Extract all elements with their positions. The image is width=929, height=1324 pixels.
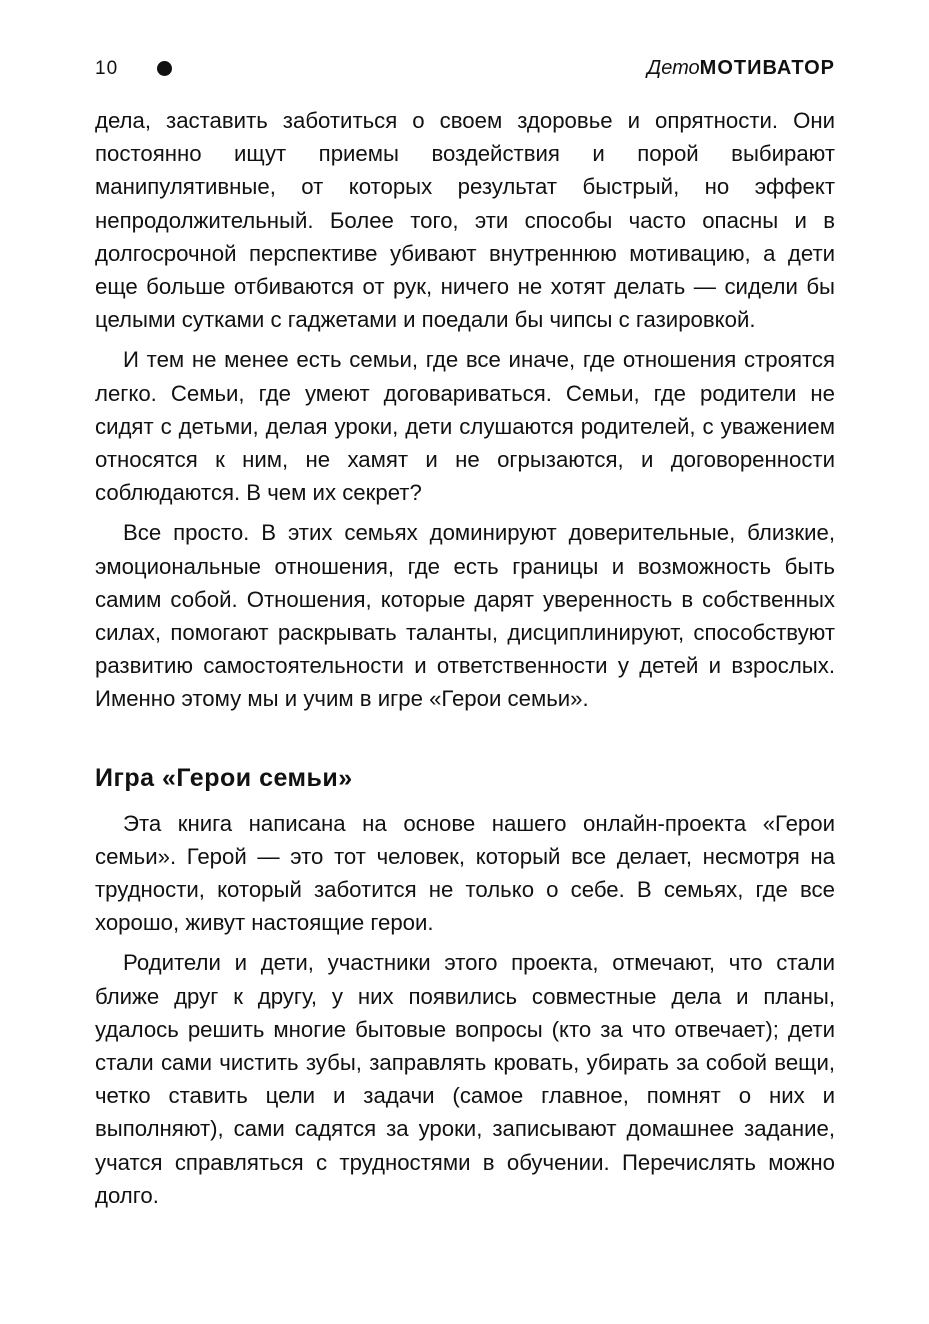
running-head-bold: МОТИВАТОР [699,57,835,79]
running-head [647,57,835,80]
paragraph: И тем не менее есть семьи, где все иначе, где отношения строятся легко. Семьи, где умеют договариваться. Семьи, где родители не сидят с детьми, делая уроки, дети слушаются родителей, с уважением относятся к ним, не хамят и не огрызаются, и договоренности соблюдаются. В чем их секрет? [95,347,835,506]
paragraph: Родители и дети, участники этого проекта, отмечают, что стали ближе друг к другу, у них появились совместные дела и планы, удалось решить многие бытовые вопросы (кто за что отвечает); дети стали сами чистить зубы, заправлять кровать, убирать за собой вещи, четко ставить цели и задачи (самое главное, помнят о них и выполняют), сами садятся за уроки, записывают домашнее задание, учатся справляться с трудностями в обучении. Перечислять можно долго. [95,950,835,1208]
paragraph: Все просто. В этих семьях доминируют доверительные, близкие, эмоциональные отношения, где есть границы и возможность быть самим собой. Отношения, которые дарят уверенность в собственных силах, помогают раскрывать таланты, дисциплинируют, способствуют развитию самостоятельности и ответственности у детей и взрослых. Именно этому мы и учим в игре «Герои семьи». [95,520,835,712]
book-page [95,54,835,1219]
paragraph: Эта книга написана на основе нашего онлайн-проекта «Герои семьи». Герой — это тот человек, который все делает, несмотря на трудности, который заботится не только о себе. В семьях, где все хорошо, живут настоящие герои. [95,810,835,936]
running-head-italic: Дето [647,57,700,79]
paragraph: дела, заставить заботиться о своем здоровье и опрятности. Они постоянно ищут приемы воздействия и порой выбирают манипулятивные, от которых результат быстрый, но эффект непродолжительный. Более того, эти способы часто опасны и в долгосрочной перспективе убивают внутреннюю мотивацию, а дети еще больше отбиваются от рук, ничего не хотят делать — сидели бы целыми сутками с гаджетами и поедали бы чипсы с газировкой. [95,108,835,333]
page-number: 10 [95,58,119,79]
bullet-dot-icon [157,61,172,76]
page-header [95,54,835,84]
section-heading: Игра «Герои семьи» [95,763,353,792]
